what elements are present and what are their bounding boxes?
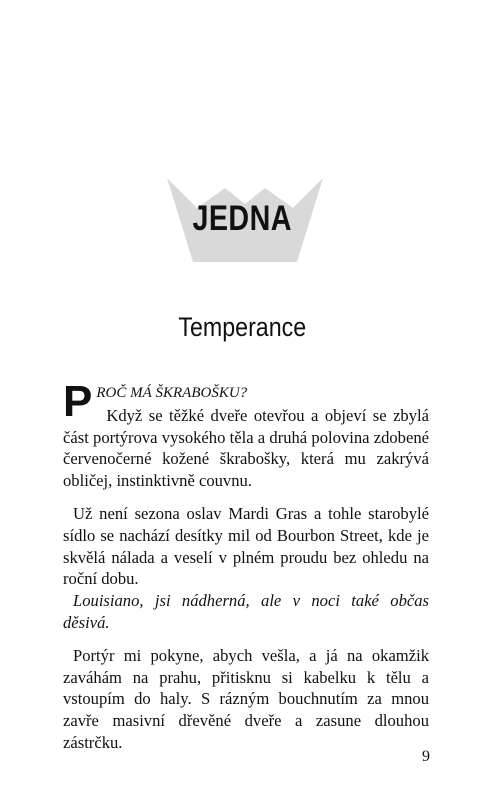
chapter-subtitle: Temperance (178, 312, 307, 342)
opening-line (63, 377, 429, 426)
paragraph: Portýr mi pokyne, abych vešla, a já na okamžik zaváhám na prahu, přitisknu si kabelku k tělu a vstoupím do haly. S rázným bouchnutím za mnou zavře masivní dřevěné dveře a zasune dlouhou zástrčku. (63, 645, 429, 752)
body-text (63, 377, 429, 754)
chapter-header (0, 160, 484, 270)
paragraph: Už není sezona oslav Mardi Gras a tohle starobylé sídlo se nachází desítky mil od Bourbon Street, kde je skvělá nálada a veselí v plném proudu bez ohledu na roční dobu. (63, 503, 429, 589)
paragraph-italic: Louisiano, jsi nádherná, ale v noci také občas děsivá. (63, 591, 429, 632)
page-number: 9 (422, 748, 430, 765)
opening-line-text: ROČ MÁ ŠKRABOŠKU? (96, 385, 248, 401)
paragraph: Když se těžké dveře otevřou a objeví se zbylá část portýrova vysokého těla a druhá polovina zdobené červenočerné kožené škrabošky, která mu zakrývá obličej, instinktivně couvnu. (63, 405, 429, 491)
drop-cap: P (63, 377, 93, 426)
chapter-title: JEDNA (192, 199, 292, 238)
